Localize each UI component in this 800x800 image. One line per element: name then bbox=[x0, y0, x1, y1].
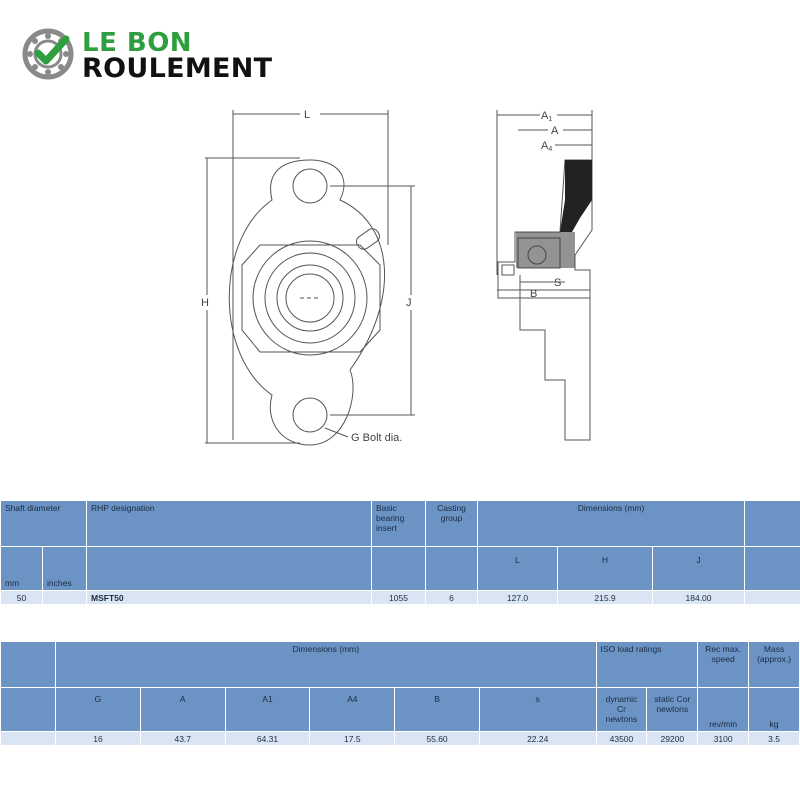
cell-A1: 64.31 bbox=[225, 732, 310, 746]
brand-line-1: LE BON bbox=[82, 28, 193, 58]
technical-drawing bbox=[0, 95, 800, 465]
cell-B: 55.60 bbox=[395, 732, 480, 746]
header-shaft-diameter: Shaft diameter bbox=[1, 501, 87, 547]
header-mass: Mass (approx.) bbox=[749, 642, 800, 688]
unit-mm: mm bbox=[1, 547, 43, 591]
cell-H: 215.9 bbox=[558, 591, 653, 605]
col-s: s bbox=[479, 688, 596, 732]
dim-A1-label: A1 bbox=[541, 110, 553, 123]
dim-H-label: H bbox=[201, 297, 209, 309]
col-A4: A4 bbox=[310, 688, 395, 732]
cell-shaft-mm: 50 bbox=[1, 591, 43, 605]
cell-insert: 1055 bbox=[372, 591, 426, 605]
subheader-empty bbox=[745, 547, 800, 591]
subheader-empty bbox=[426, 547, 478, 591]
bolt-dia-label: G Bolt dia. bbox=[351, 432, 403, 444]
cell-A: 43.7 bbox=[140, 732, 225, 746]
cell-G: 16 bbox=[56, 732, 141, 746]
col-L: L bbox=[478, 547, 558, 591]
header-iso-load-ratings: ISO load ratings bbox=[596, 642, 698, 688]
cell-empty bbox=[1, 732, 56, 746]
subheader-empty bbox=[87, 547, 372, 591]
cell-mass: 3.5 bbox=[749, 732, 800, 746]
cell-designation: MSFT50 bbox=[87, 591, 372, 605]
header-rec-max-speed: Rec max. speed bbox=[698, 642, 749, 688]
dim-A4-label: A4 bbox=[541, 140, 553, 153]
header-dimensions: Dimensions (mm) bbox=[56, 642, 596, 688]
header-basic-bearing-insert: Basic bearing insert bbox=[372, 501, 426, 547]
table-row bbox=[1, 732, 800, 746]
col-static: static Cor newtons bbox=[647, 688, 698, 732]
header-rhp-designation: RHP designation bbox=[87, 501, 372, 547]
col-J: J bbox=[653, 547, 745, 591]
header-dimensions: Dimensions (mm) bbox=[478, 501, 745, 547]
cell-Cr: 43500 bbox=[596, 732, 647, 746]
unit-inches: inches bbox=[43, 547, 87, 591]
col-B: B bbox=[395, 688, 480, 732]
unit-rev-min: rev/min bbox=[698, 688, 749, 732]
cell-casting: 6 bbox=[426, 591, 478, 605]
brand-logo bbox=[22, 26, 302, 86]
table-row bbox=[1, 591, 800, 605]
header-empty bbox=[1, 642, 56, 688]
spec-table-1 bbox=[0, 500, 800, 605]
col-A1: A1 bbox=[225, 688, 310, 732]
cell-shaft-inches bbox=[43, 591, 87, 605]
cell-A4: 17.5 bbox=[310, 732, 395, 746]
dim-A-label: A bbox=[551, 125, 559, 137]
cell-empty bbox=[745, 591, 800, 605]
cell-speed: 3100 bbox=[698, 732, 749, 746]
col-H: H bbox=[558, 547, 653, 591]
dim-S-label: S bbox=[554, 277, 562, 289]
col-dynamic: dynamic Cr newtons bbox=[596, 688, 647, 732]
col-A: A bbox=[140, 688, 225, 732]
spec-table-2 bbox=[0, 641, 800, 746]
unit-kg: kg bbox=[749, 688, 800, 732]
header-casting-group: Casting group bbox=[426, 501, 478, 547]
cell-J: 184.00 bbox=[653, 591, 745, 605]
cell-Cor: 29200 bbox=[647, 732, 698, 746]
cell-L: 127.0 bbox=[478, 591, 558, 605]
header-empty bbox=[745, 501, 800, 547]
dim-L-label: L bbox=[304, 109, 311, 121]
subheader-empty bbox=[372, 547, 426, 591]
cell-s: 22.24 bbox=[479, 732, 596, 746]
brand-line-2: ROULEMENT bbox=[82, 53, 273, 84]
dim-B-label: B bbox=[530, 288, 538, 300]
col-G: G bbox=[56, 688, 141, 732]
dim-J-label: J bbox=[406, 297, 412, 309]
subheader-empty bbox=[1, 688, 56, 732]
bearing-check-icon bbox=[22, 26, 78, 82]
